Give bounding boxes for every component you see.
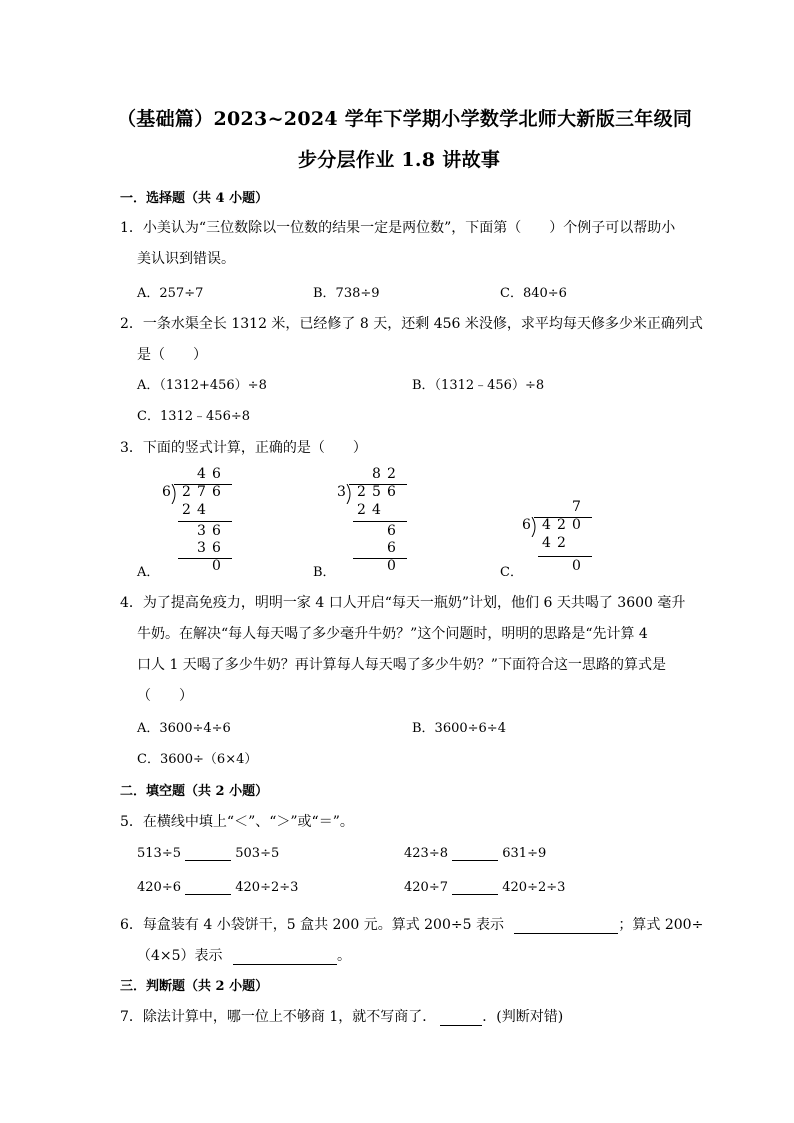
q4-text-line3: 口人 1 天喝了多少牛奶？再计算每人每天喝了多少牛奶？”下面符合这一思路的算式是: [137, 657, 666, 673]
q5-item-2: [404, 846, 546, 861]
q3b-step-line: [353, 521, 407, 522]
q2-text-line1: 2．一条水渠全长 1312 米，已经修了 8 天，还剩 456 米没修，求平均每天修多少米正确列式: [120, 316, 703, 332]
q6-text-part1: 6．每盒装有 4 小袋饼干，5 盒共 200 元。算式 200÷5 表示: [120, 917, 504, 933]
q5-item-4-blank[interactable]: [452, 880, 498, 895]
q5-item-2-blank[interactable]: [452, 846, 498, 861]
q3b-step-digit: 6: [387, 540, 396, 556]
q3-option-a[interactable]: A．: [137, 565, 160, 580]
q2-text-line2: 是（ ）: [137, 347, 207, 363]
q3a-step-digit: 2: [182, 502, 191, 518]
q3c-divisor: 6: [522, 517, 531, 533]
q3a-step-digit: 6: [212, 523, 221, 539]
q1-option-b[interactable]: B．738÷9: [313, 286, 380, 301]
q3c-division-bracket: [531, 517, 539, 537]
q6-line1: [120, 914, 703, 934]
q3c-remainder: 0: [572, 558, 581, 574]
q3a-dividend-digit: 6: [212, 484, 221, 500]
q3b-divisor: 3: [337, 484, 346, 500]
q3a-step-line: [178, 521, 232, 522]
page-title-line2: 步分层作业 1.8 讲故事: [298, 149, 501, 171]
q4-option-c[interactable]: C．3600÷（6×4）: [137, 752, 258, 767]
q7-text-part1: 7．除法计算中，哪一位上不够商 1，就不写商了．: [120, 1009, 437, 1025]
q3b-dividend-digit: 5: [372, 484, 381, 500]
q3a-dividend-digit: 7: [197, 484, 206, 500]
q6-text-part4: 。: [337, 948, 351, 964]
q6-line2: [137, 945, 351, 965]
q5-item-3-left: 420÷6: [137, 880, 181, 895]
q3a-step-digit: 3: [197, 540, 206, 556]
q5-text-line1: 5．在横线中填上“＜”、“＞”或“＝”。: [120, 814, 354, 830]
q4-text-line1: 4．为了提高免疫力，明明一家 4 口人开启“每天一瓶奶”计划，他们 6 天共喝了 3600 毫升: [120, 595, 686, 611]
q6-blank-1[interactable]: [514, 919, 618, 934]
q5-item-1-right: 503÷5: [235, 846, 280, 861]
q5-item-1-blank[interactable]: [185, 846, 231, 861]
q3c-step-digit: 4: [542, 535, 551, 551]
q3b-quotient-digit: 8: [372, 466, 381, 482]
q2-option-c[interactable]: C．1312﹣456÷8: [137, 409, 251, 424]
q3-text-line1: 3．下面的竖式计算，正确的是（ ）: [120, 440, 367, 456]
q4-text-line4: （ ）: [137, 688, 193, 704]
q5-item-2-right: 631÷9: [502, 846, 547, 861]
q3a-step-digit: 3: [197, 523, 206, 539]
q3-option-c[interactable]: C．: [500, 565, 523, 580]
q6-text-part3: （4×5）表示: [137, 948, 223, 964]
section-heading-fill: 二．填空题（共 2 小题）: [120, 784, 269, 799]
q5-item-2-left: 423÷8: [404, 846, 448, 861]
q3c-dividend-digit: 0: [572, 517, 581, 533]
q5-item-3-blank[interactable]: [185, 880, 231, 895]
page-title-line1: （基础篇）2023~2024 学年下学期小学数学北师大新版三年级同: [117, 108, 693, 130]
q3b-dividend-digit: 6: [387, 484, 396, 500]
q2-option-b[interactable]: B．（1312﹣456）÷8: [412, 378, 545, 393]
q3b-dividend-digit: 2: [357, 484, 366, 500]
q3a-remainder: 0: [212, 558, 221, 574]
q5-item-4-left: 420÷7: [404, 880, 448, 895]
section-heading-judge: 三．判断题（共 2 小题）: [120, 979, 269, 994]
q3a-divisor: 6: [162, 484, 171, 500]
q3c-dividend-digit: 4: [542, 517, 551, 533]
q3b-quotient-digit: 2: [387, 466, 396, 482]
q3a-step-line: [178, 558, 232, 559]
q3b-remainder: 0: [387, 558, 396, 574]
q3b-step-digit: 2: [357, 502, 366, 518]
q5-item-1: [137, 846, 279, 861]
q4-option-b[interactable]: B．3600÷6÷4: [412, 721, 506, 736]
q2-option-a[interactable]: A．（1312+456）÷8: [137, 378, 267, 393]
q3a-step-digit: 6: [212, 540, 221, 556]
q3a-step-digit: 4: [197, 502, 206, 518]
q1-option-c[interactable]: C．840÷6: [500, 286, 567, 301]
q6-blank-2[interactable]: [233, 950, 337, 965]
q7-line1: [120, 1006, 563, 1026]
q5-item-4-right: 420÷2÷3: [502, 880, 566, 895]
q3-option-b[interactable]: B．: [313, 565, 336, 580]
q3a-division-bracket: [171, 484, 179, 504]
q6-text-part2: ；算式 200÷: [618, 917, 704, 933]
q3b-step-line: [353, 558, 407, 559]
q3b-step-digit: 4: [372, 502, 381, 518]
q1-text-line1: 1．小美认为“三位数除以一位数的结果一定是两位数”，下面第（ ）个例子可以帮助小: [120, 220, 676, 236]
q3b-division-bracket: [346, 484, 354, 504]
q1-option-a[interactable]: A．257÷7: [137, 286, 204, 301]
q4-text-line2: 牛奶。在解决“每人每天喝了多少毫升牛奶？”这个问题时，明明的思路是“先计算 4: [137, 626, 648, 642]
q3a-quotient-digit: 6: [212, 466, 221, 482]
q7-text-part2: ．(判断对错): [482, 1009, 564, 1025]
q5-item-4: [404, 880, 565, 895]
q7-blank[interactable]: [440, 1011, 482, 1026]
q3c-quotient-digit: 7: [572, 499, 581, 515]
q5-item-3: [137, 880, 298, 895]
q3a-quotient-digit: 4: [197, 466, 206, 482]
q3c-dividend-digit: 2: [557, 517, 566, 533]
q3c-step-line: [538, 556, 592, 557]
q3a-dividend-digit: 2: [182, 484, 191, 500]
q1-text-line2: 美认识到错误。: [137, 251, 235, 267]
q4-option-a[interactable]: A．3600÷4÷6: [137, 721, 231, 736]
q5-item-1-left: 513÷5: [137, 846, 181, 861]
q5-item-3-right: 420÷2÷3: [235, 880, 299, 895]
q3b-step-digit: 6: [387, 523, 396, 539]
section-heading-choice: 一．选择题（共 4 小题）: [120, 191, 269, 206]
q3c-step-digit: 2: [557, 535, 566, 551]
